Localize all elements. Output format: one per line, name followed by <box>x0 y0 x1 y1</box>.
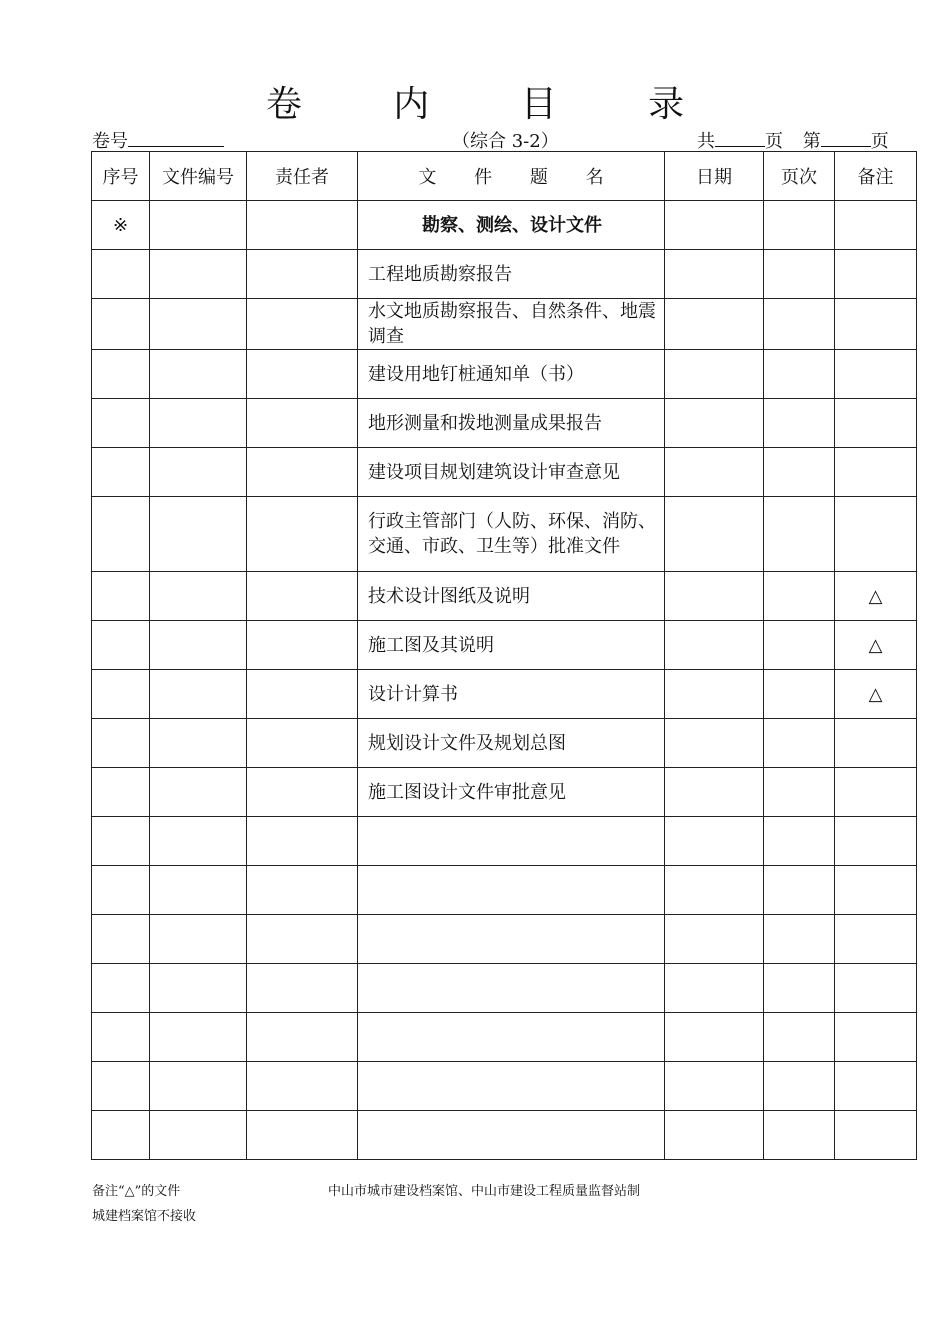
cell-file-no <box>150 299 247 350</box>
table-header-row <box>92 152 917 201</box>
cell-pages <box>764 964 835 1013</box>
cell-remarks <box>835 915 917 964</box>
cell-responsible <box>247 299 358 350</box>
table-row <box>92 719 917 768</box>
cell-seq <box>92 621 150 670</box>
cell-date <box>665 866 764 915</box>
cell-title: 勘察、测绘、设计文件 <box>358 201 665 250</box>
cell-responsible <box>247 250 358 299</box>
cell-seq <box>92 250 150 299</box>
cell-title: 工程地质勘察报告 <box>358 250 665 299</box>
cell-pages <box>764 915 835 964</box>
cell-file-no <box>150 448 247 497</box>
volume-number <box>92 127 224 153</box>
cell-pages <box>764 817 835 866</box>
cell-file-no <box>150 866 247 915</box>
cell-remarks <box>835 1111 917 1160</box>
table-row <box>92 201 917 250</box>
cell-title: 技术设计图纸及说明 <box>358 572 665 621</box>
table-row <box>92 497 917 572</box>
cell-seq <box>92 964 150 1013</box>
cell-seq <box>92 768 150 817</box>
cell-file-no <box>150 250 247 299</box>
cell-date <box>665 448 764 497</box>
col-header-remarks: 备注 <box>835 152 917 201</box>
table-row <box>92 1062 917 1111</box>
table-row <box>92 572 917 621</box>
cell-file-no <box>150 201 247 250</box>
cell-responsible <box>247 1062 358 1111</box>
cell-remarks <box>835 399 917 448</box>
cell-responsible <box>247 817 358 866</box>
table-row <box>92 817 917 866</box>
cell-file-no <box>150 350 247 399</box>
cell-pages <box>764 201 835 250</box>
cell-remarks <box>835 448 917 497</box>
cell-seq <box>92 866 150 915</box>
cell-responsible <box>247 1013 358 1062</box>
cell-responsible <box>247 572 358 621</box>
catalog-table <box>91 151 917 1160</box>
table-row <box>92 1111 917 1160</box>
cell-date <box>665 250 764 299</box>
cell-title <box>358 1013 665 1062</box>
cell-file-no <box>150 572 247 621</box>
cell-responsible <box>247 670 358 719</box>
table-row <box>92 399 917 448</box>
table-row <box>92 915 917 964</box>
cell-title: 规划设计文件及规划总图 <box>358 719 665 768</box>
table-row <box>92 1013 917 1062</box>
cell-title <box>358 964 665 1013</box>
cell-remarks <box>835 1062 917 1111</box>
cell-file-no <box>150 1062 247 1111</box>
cell-seq <box>92 1013 150 1062</box>
cell-remarks: △ <box>835 670 917 719</box>
cell-seq <box>92 670 150 719</box>
cell-pages <box>764 1013 835 1062</box>
cell-remarks <box>835 299 917 350</box>
cell-date <box>665 621 764 670</box>
cell-remarks: △ <box>835 621 917 670</box>
cell-responsible <box>247 866 358 915</box>
cell-remarks <box>835 201 917 250</box>
col-header-pages: 页次 <box>764 152 835 201</box>
col-header-file-no: 文件编号 <box>150 152 247 201</box>
cell-file-no <box>150 1013 247 1062</box>
cell-pages <box>764 299 835 350</box>
cell-file-no <box>150 497 247 572</box>
table-row <box>92 768 917 817</box>
cell-seq <box>92 497 150 572</box>
cell-date <box>665 915 764 964</box>
col-header-date: 日期 <box>665 152 764 201</box>
cell-seq <box>92 1111 150 1160</box>
cell-remarks <box>835 719 917 768</box>
footer-note-line2: 城建档案馆不接收 <box>92 1209 197 1224</box>
cell-date <box>665 670 764 719</box>
cell-title: 行政主管部门（人防、环保、消防、交通、市政、卫生等）批准文件 <box>358 497 665 572</box>
cell-responsible <box>247 497 358 572</box>
table-row <box>92 299 917 350</box>
total-pages-blank[interactable] <box>715 130 765 147</box>
cell-pages <box>764 670 835 719</box>
page-number-blank[interactable] <box>821 130 871 147</box>
cell-date <box>665 768 764 817</box>
cell-title <box>358 866 665 915</box>
table-row <box>92 448 917 497</box>
cell-remarks <box>835 250 917 299</box>
cell-seq <box>92 448 150 497</box>
cell-title <box>358 817 665 866</box>
cell-pages <box>764 1062 835 1111</box>
total-label: 共 <box>697 131 715 152</box>
table-row <box>92 964 917 1013</box>
cell-date <box>665 964 764 1013</box>
cell-seq: ※ <box>92 201 150 250</box>
cell-seq <box>92 1062 150 1111</box>
cell-seq <box>92 572 150 621</box>
cell-remarks <box>835 964 917 1013</box>
page-title: 卷 内 目 录 <box>265 84 725 125</box>
cell-seq <box>92 719 150 768</box>
cell-file-no <box>150 915 247 964</box>
table-row <box>92 670 917 719</box>
cell-responsible <box>247 621 358 670</box>
cell-responsible <box>247 448 358 497</box>
volume-blank[interactable] <box>128 130 224 147</box>
cell-responsible <box>247 1111 358 1160</box>
cell-date <box>665 299 764 350</box>
cell-file-no <box>150 621 247 670</box>
col-header-title: 文 件 题 名 <box>358 152 665 201</box>
cell-title: 设计计算书 <box>358 670 665 719</box>
col-header-seq: 序号 <box>92 152 150 201</box>
cell-responsible <box>247 768 358 817</box>
cell-file-no <box>150 768 247 817</box>
cell-date <box>665 1111 764 1160</box>
cell-seq <box>92 817 150 866</box>
cell-pages <box>764 768 835 817</box>
cell-remarks <box>835 497 917 572</box>
cell-seq <box>92 350 150 399</box>
cell-title: 水文地质勘察报告、自然条件、地震调查 <box>358 299 665 350</box>
cell-pages <box>764 448 835 497</box>
cell-title: 建设项目规划建筑设计审查意见 <box>358 448 665 497</box>
cell-pages <box>764 572 835 621</box>
cell-pages <box>764 399 835 448</box>
table-row <box>92 866 917 915</box>
cell-title <box>358 915 665 964</box>
cell-date <box>665 399 764 448</box>
cell-pages <box>764 250 835 299</box>
cell-title: 施工图设计文件审批意见 <box>358 768 665 817</box>
footer-note-line1: 备注“△”的文件 <box>92 1184 181 1199</box>
cell-date <box>665 719 764 768</box>
cell-pages <box>764 866 835 915</box>
cell-remarks <box>835 817 917 866</box>
cell-seq <box>92 915 150 964</box>
cell-responsible <box>247 719 358 768</box>
cell-file-no <box>150 670 247 719</box>
cell-date <box>665 497 764 572</box>
cell-seq <box>92 299 150 350</box>
cell-date <box>665 201 764 250</box>
page-count <box>697 127 889 153</box>
cell-remarks <box>835 1013 917 1062</box>
cell-responsible <box>247 399 358 448</box>
cell-date <box>665 1013 764 1062</box>
table-row <box>92 350 917 399</box>
cell-date <box>665 1062 764 1111</box>
table-row <box>92 621 917 670</box>
cell-pages <box>764 497 835 572</box>
cell-date <box>665 572 764 621</box>
form-code: （综合 3-2） <box>452 131 559 152</box>
cell-title <box>358 1111 665 1160</box>
cell-title <box>358 1062 665 1111</box>
cell-responsible <box>247 915 358 964</box>
cell-file-no <box>150 399 247 448</box>
page-unit-2: 页 <box>870 131 889 152</box>
table-row <box>92 250 917 299</box>
cell-pages <box>764 719 835 768</box>
cell-remarks <box>835 350 917 399</box>
cell-date <box>665 817 764 866</box>
cell-responsible <box>247 964 358 1013</box>
cell-title: 建设用地钉桩通知单（书） <box>358 350 665 399</box>
cell-pages <box>764 1111 835 1160</box>
cell-file-no <box>150 817 247 866</box>
cell-pages <box>764 350 835 399</box>
page-label: 第 <box>802 131 821 152</box>
cell-title: 地形测量和拨地测量成果报告 <box>358 399 665 448</box>
cell-remarks <box>835 866 917 915</box>
cell-date <box>665 350 764 399</box>
cell-file-no <box>150 1111 247 1160</box>
cell-remarks: △ <box>835 572 917 621</box>
cell-title: 施工图及其说明 <box>358 621 665 670</box>
cell-remarks <box>835 768 917 817</box>
cell-pages <box>764 621 835 670</box>
cell-file-no <box>150 719 247 768</box>
page-unit: 页 <box>765 131 783 152</box>
cell-file-no <box>150 964 247 1013</box>
cell-responsible <box>247 201 358 250</box>
cell-responsible <box>247 350 358 399</box>
footer-issuer: 中山市城市建设档案馆、中山市建设工程质量监督站制 <box>328 1184 641 1199</box>
cell-seq <box>92 399 150 448</box>
volume-label: 卷号 <box>92 131 128 152</box>
col-header-responsible: 责任者 <box>247 152 358 201</box>
